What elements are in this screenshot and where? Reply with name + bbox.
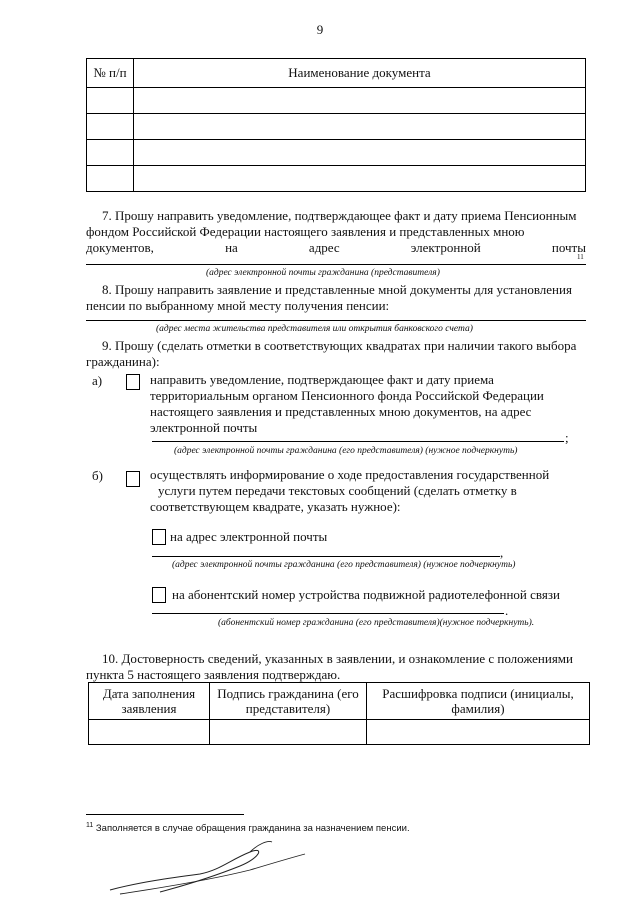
p10-line-1: 10. Достоверность сведений, указанных в заявлении, и ознакомление с положениями bbox=[102, 651, 573, 666]
option-a-end-mark: ; bbox=[565, 430, 569, 445]
sms-email-label: на адрес электронной почты bbox=[170, 529, 328, 544]
signature-cell[interactable] bbox=[210, 720, 367, 745]
option-b-checkbox[interactable] bbox=[126, 471, 140, 487]
signature-header-row bbox=[89, 683, 590, 720]
column-header-date: Дата заполнения заявления bbox=[89, 683, 210, 720]
paragraph-10 bbox=[86, 651, 586, 683]
p8-line-1: 8. Прошу направить заявление и представленные мной документы для установления bbox=[102, 282, 572, 297]
option-b-text: осуществлять информирование о ходе предоставления государственной услуги путем передачи текстовых сообщений (сделать отметку в соответствующем квадрате, указать нужное): bbox=[150, 467, 550, 514]
p10-line-2: пункта 5 настоящего заявления подтверждаю. bbox=[86, 667, 341, 682]
sms-phone-line[interactable] bbox=[152, 613, 504, 614]
table-row bbox=[87, 166, 586, 192]
option-a-checkbox[interactable] bbox=[126, 374, 140, 390]
table-header-row bbox=[87, 59, 586, 88]
column-header-signature: Подпись гражданина (его представителя) bbox=[210, 683, 367, 720]
p7-line-2: фондом Российской Федерации настоящего заявления и представленных мною bbox=[86, 224, 525, 239]
p7-line-3: документов, на адрес электронной почты bbox=[86, 240, 586, 255]
sms-phone-label: на абонентский номер устройства подвижной радиотелефонной связи bbox=[172, 587, 560, 602]
paragraph-9 bbox=[86, 338, 586, 370]
email-input-line[interactable] bbox=[86, 264, 586, 265]
full-name-cell[interactable] bbox=[367, 720, 590, 745]
table-cell[interactable] bbox=[134, 88, 586, 114]
table-row bbox=[87, 140, 586, 166]
sms-email-checkbox[interactable] bbox=[152, 529, 166, 545]
p8-line-2: пенсии по выбранному мной месту получения пенсии: bbox=[86, 298, 390, 313]
option-a-label: а) bbox=[92, 373, 103, 388]
paragraph-7 bbox=[86, 208, 586, 256]
table-cell[interactable] bbox=[87, 140, 134, 166]
column-header-number: № п/п bbox=[87, 59, 134, 88]
column-header-document-name: Наименование документа bbox=[134, 59, 586, 88]
table-cell[interactable] bbox=[87, 166, 134, 192]
signature-input-row bbox=[89, 720, 590, 745]
sms-phone-checkbox[interactable] bbox=[152, 587, 166, 603]
footnote: $^{11}$ Заполняется в случае обращения гражданина за назначением пенсии. bbox=[86, 822, 410, 835]
option-a-email-line[interactable] bbox=[152, 441, 564, 442]
sms-email-caption: (адрес электронной почты гражданина (его представителя) (нужное подчеркнуть) bbox=[172, 560, 516, 570]
page-number: 9 bbox=[316, 22, 324, 37]
sms-email-end-mark: , bbox=[500, 545, 504, 560]
signature-table bbox=[88, 682, 590, 745]
table-row bbox=[87, 114, 586, 140]
p7-caption: (адрес электронной почты гражданина (представителя) bbox=[206, 268, 440, 278]
table-row bbox=[87, 88, 586, 114]
table-cell[interactable] bbox=[87, 88, 134, 114]
p7-line-1: 7. Прошу направить уведомление, подтверждающее факт и дату приема Пенсионным bbox=[102, 208, 577, 223]
sms-phone-end-mark: . bbox=[505, 603, 509, 618]
sms-phone-caption: (абонентский номер гражданина (его представителя)(нужное подчеркнуть). bbox=[218, 618, 535, 628]
p9-line-2: гражданина): bbox=[86, 354, 160, 369]
paragraph-8 bbox=[86, 282, 586, 314]
footnote-divider bbox=[86, 814, 244, 815]
footnote-reference: 11 bbox=[577, 253, 584, 261]
option-a-caption: (адрес электронной почты гражданина (его представителя) (нужное подчеркнуть) bbox=[174, 446, 518, 456]
address-input-line[interactable] bbox=[86, 320, 586, 321]
p9-line-1: 9. Прошу (сделать отметки в соответствующих квадратах при наличии такого выбора bbox=[102, 338, 577, 353]
table-cell[interactable] bbox=[134, 140, 586, 166]
date-cell[interactable] bbox=[89, 720, 210, 745]
option-a-text: направить уведомление, подтверждающее факт и дату приема территориальным органом Пенсионного фонда Российской Федерации настоящего заявления и представленных мною документов, на адрес электронной почты bbox=[150, 372, 544, 435]
handwritten-signature bbox=[100, 840, 360, 900]
p8-caption: (адрес места жительства представителя или открытия банковского счета) bbox=[156, 324, 473, 334]
option-b-label: б) bbox=[92, 468, 103, 483]
table-cell[interactable] bbox=[87, 114, 134, 140]
table-cell[interactable] bbox=[134, 166, 586, 192]
table-cell[interactable] bbox=[134, 114, 586, 140]
documents-table bbox=[86, 58, 586, 192]
column-header-full-name: Расшифровка подписи (инициалы, фамилия) bbox=[367, 683, 590, 720]
sms-email-line[interactable] bbox=[152, 556, 500, 557]
